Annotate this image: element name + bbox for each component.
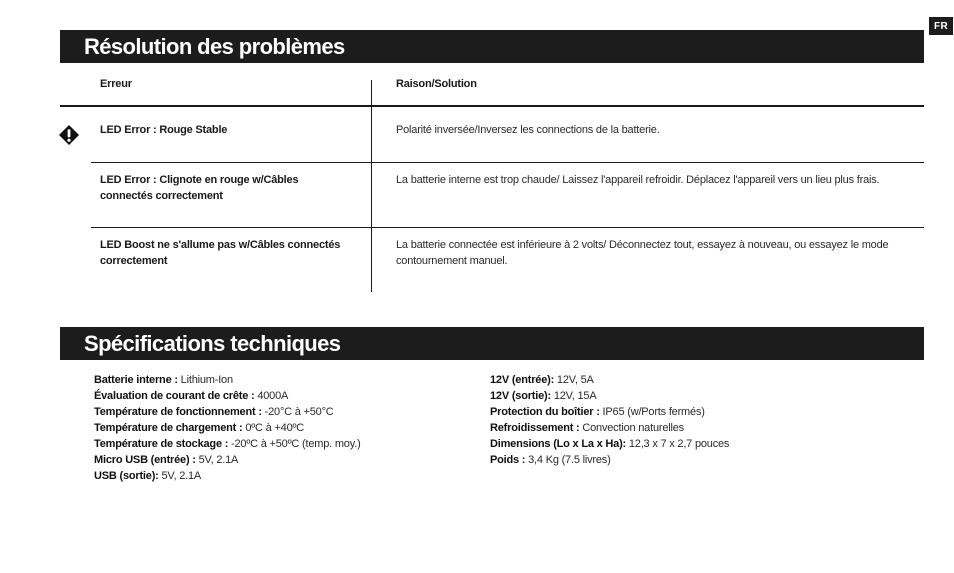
spec-value: 12,3 x 7 x 2,7 pouces — [628, 438, 730, 450]
spec-value: 3,4 Kg (7.5 livres) — [528, 454, 611, 466]
specifications-title: Spécifications techniques — [60, 327, 924, 360]
spec-value: IP65 (w/Ports fermés) — [602, 406, 705, 418]
solution-row-2: La batterie interne est trop chaude/ Laissez l'appareil refroidir. Déplacez l'appareil vers un lieu plus frais. — [396, 174, 880, 186]
spec-value: 5V, 2.1A — [198, 454, 239, 466]
header-divider — [60, 105, 924, 107]
spec-label: Évaluation de courant de crête : — [94, 390, 255, 402]
solution-row-1: Polarité inversée/Inversez les connections de la batterie. — [396, 124, 660, 136]
specs-right-column — [490, 372, 920, 468]
spec-value: 0ºC à +40ºC — [245, 422, 305, 434]
spec-item — [490, 436, 920, 452]
solution-column-header: Raison/Solution — [396, 78, 477, 90]
spec-item — [94, 372, 474, 388]
spec-item — [94, 404, 474, 420]
spec-value: -20°C à +50°C — [264, 406, 334, 418]
row-divider — [91, 162, 924, 163]
spec-value: 12V, 15A — [553, 390, 597, 402]
spec-label: Dimensions (Lo x La x Ha): — [490, 438, 626, 450]
spec-label: Batterie interne : — [94, 374, 178, 386]
spec-item — [94, 452, 474, 468]
spec-value: 12V, 5A — [556, 374, 594, 386]
spec-item — [490, 452, 920, 468]
spec-item — [490, 420, 920, 436]
error-row-3: LED Boost ne s'allume pas w/Câbles connectés correctement — [100, 239, 341, 267]
spec-label: Poids : — [490, 454, 526, 466]
spec-item — [94, 420, 474, 436]
spec-label: 12V (sortie): — [490, 390, 551, 402]
spec-item — [490, 372, 920, 388]
spec-item — [94, 436, 474, 452]
spec-label: Température de stockage : — [94, 438, 229, 450]
solution-row-3: La batterie connectée est inférieure à 2 volts/ Déconnectez tout, essayez à nouveau, ou essayez le mode contournement manuel. — [396, 239, 889, 267]
spec-value: 5V, 2.1A — [161, 470, 202, 482]
column-divider — [371, 80, 372, 292]
spec-label: Température de fonctionnement : — [94, 406, 262, 418]
spec-value: Convection naturelles — [582, 422, 684, 434]
error-row-2: LED Error : Clignote en rouge w/Câbles connectés correctement — [100, 174, 299, 202]
specs-left-column — [94, 372, 474, 484]
spec-label: Micro USB (entrée) : — [94, 454, 196, 466]
spec-label: Refroidissement : — [490, 422, 580, 434]
language-badge: FR — [929, 17, 953, 35]
spec-value: -20ºC à +50ºC (temp. moy.) — [231, 438, 361, 450]
error-column-header: Erreur — [100, 78, 132, 90]
spec-label: 12V (entrée): — [490, 374, 555, 386]
spec-label: USB (sortie): — [94, 470, 159, 482]
spec-label: Température de chargement : — [94, 422, 243, 434]
spec-item — [94, 388, 474, 404]
row-divider — [91, 227, 924, 228]
spec-item — [490, 388, 920, 404]
error-row-1: LED Error : Rouge Stable — [100, 124, 228, 136]
spec-item — [490, 404, 920, 420]
troubleshooting-title: Résolution des problèmes — [60, 30, 924, 63]
warning-icon — [58, 124, 80, 146]
spec-value: 4000A — [257, 390, 289, 402]
spec-value: Lithium-Ion — [180, 374, 233, 386]
spec-label: Protection du boîtier : — [490, 406, 600, 418]
spec-item — [94, 468, 474, 484]
